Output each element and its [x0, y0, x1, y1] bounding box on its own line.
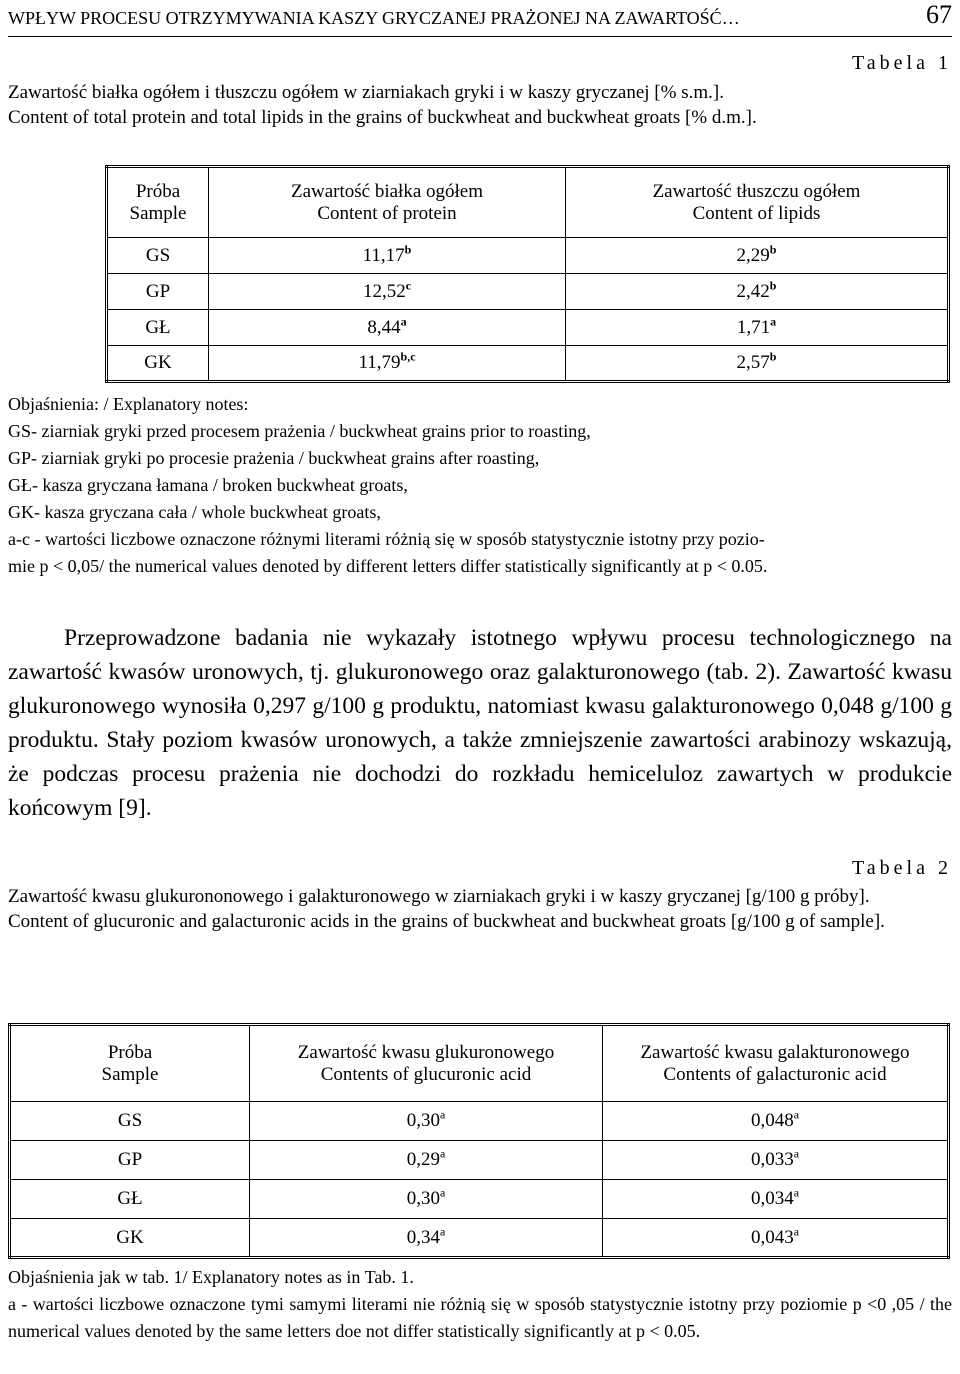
protein-cell: 11,17$^b$ [209, 238, 566, 274]
sample-cell: GS [107, 238, 209, 274]
sample-cell: GP [107, 274, 209, 310]
protein-cell: 12,52$^c$ [209, 274, 566, 310]
table1 [105, 165, 950, 383]
table-row [10, 1180, 949, 1219]
sample-cell: GK [107, 346, 209, 382]
notes-line: Objaśnienia: / Explanatory notes: [8, 394, 249, 414]
galacturonic-cell: 0,033$^a$ [603, 1141, 949, 1180]
table1-header-cell: Zawartość tłuszczu ogółem Content of lipids [566, 167, 949, 238]
running-title: WPŁYW PROCESU OTRZYMYWANIA KASZY GRYCZANEJ PRAŻONEJ NA ZAWARTOŚĆ… [8, 8, 740, 28]
notes-line: GP- ziarniak gryki po procesie prażenia / buckwheat grains after roasting, [8, 448, 540, 468]
table1-header-cell: Próba Sample [107, 167, 209, 238]
notes-line: GŁ- kasza gryczana łamana / broken buckwheat groats, [8, 475, 408, 495]
table2-header-cell: Zawartość kwasu glukuronowego Contents of glucuronic acid [250, 1025, 603, 1102]
galacturonic-cell: 0,034$^a$ [603, 1180, 949, 1219]
table1-caption-pl: Zawartość białka ogółem i tłuszczu ogółem w ziarniakach gryki i w kaszy gryczanej [% s.m.]. [8, 82, 724, 103]
body-paragraph-text: Przeprowadzone badania nie wykazały istotnego wpływu procesu technologicznego na zawartość kwasów uronowych, tj. glukuronowego oraz galakturonowego (tab. 2). Zawartość kwasu glukuronowego wynosiła 0,297 g/100 g produktu, natomiast kwasu galakturonowego 0,048 g/100 g produktu. Stały poziom kwasów uronowych, a także zmniejszenie zawartości arabinozy wskazują, że podczas procesu prażenia nie dochodzi do rozkładu hemiceluloz zawartych w produkcie końcowym [9]. [8, 625, 952, 821]
notes-line: a-c - wartości liczbowe oznaczone różnymi literami różnią się w sposób statystycznie istotny przy pozio- [8, 529, 765, 549]
table2-caption-en: Content of glucuronic and galacturonic acids in the grains of buckwheat and buckwheat groats [g/100 g of sample]. [8, 911, 885, 932]
table1-notes [8, 391, 952, 580]
table2-notes [8, 1264, 952, 1345]
table1-label: Tabela 1 [851, 52, 952, 74]
table-row [10, 1141, 949, 1180]
lipids-cell: 2,42$^b$ [566, 274, 949, 310]
notes-line: mie p < 0,05/ the numerical values denoted by different letters differ statistically significantly at p < 0.05. [8, 556, 768, 576]
table-row [10, 1219, 949, 1258]
sample-cell: GS [10, 1102, 250, 1141]
page-header [8, 0, 952, 37]
protein-cell: 11,79$^{b,c}$ [209, 346, 566, 382]
lipids-cell: 2,57$^b$ [566, 346, 949, 382]
protein-cell: 8,44$^a$ [209, 310, 566, 346]
notes-line: Objaśnienia jak w tab. 1/ Explanatory notes as in Tab. 1. [8, 1267, 414, 1287]
glucuronic-cell: 0,30$^a$ [250, 1102, 603, 1141]
notes-text: a - wartości liczbowe oznaczone tymi samymi literami nie różnią się w sposób statystycznie istotny przy poziomie p <0 ,05 / the numerical values denoted by the same letters doe not differ statistically significantly at p < 0.05. [8, 1294, 952, 1341]
table2-caption-pl: Zawartość kwasu glukurononowego i galakturonowego w ziarniakach gryki i w kaszy gryczanej [g/100 g próby]. [8, 886, 870, 907]
table-row [10, 1102, 949, 1141]
table2-header-cell: Zawartość kwasu galakturonowego Contents of galacturonic acid [603, 1025, 949, 1102]
table1-caption [8, 80, 952, 130]
table-row [107, 346, 949, 382]
galacturonic-cell: 0,043$^a$ [603, 1219, 949, 1258]
sample-cell: GŁ [107, 310, 209, 346]
table2-header-row [10, 1025, 949, 1102]
notes-line: GS- ziarniak gryki przed procesem prażenia / buckwheat grains prior to roasting, [8, 421, 591, 441]
table2-label: Tabela 2 [851, 857, 952, 879]
glucuronic-cell: 0,34$^a$ [250, 1219, 603, 1258]
galacturonic-cell: 0,048$^a$ [603, 1102, 949, 1141]
table2 [8, 1023, 950, 1259]
table1-header-row [107, 167, 949, 238]
sample-cell: GŁ [10, 1180, 250, 1219]
table1-header-cell: Zawartość białka ogółem Content of protein [209, 167, 566, 238]
table-row [107, 238, 949, 274]
body-paragraph [8, 621, 952, 825]
table-row [107, 310, 949, 346]
notes-line: GK- kasza gryczana cała / whole buckwheat groats, [8, 502, 381, 522]
lipids-cell: 1,71$^a$ [566, 310, 949, 346]
table-row [107, 274, 949, 310]
glucuronic-cell: 0,30$^a$ [250, 1180, 603, 1219]
table2-caption [8, 884, 952, 934]
page-number: 67 [926, 0, 952, 29]
lipids-cell: 2,29$^b$ [566, 238, 949, 274]
sample-cell: GK [10, 1219, 250, 1258]
sample-cell: GP [10, 1141, 250, 1180]
table1-caption-en: Content of total protein and total lipids in the grains of buckwheat and buckwheat groats [% d.m.]. [8, 107, 757, 128]
table2-header-cell: Próba Sample [10, 1025, 250, 1102]
glucuronic-cell: 0,29$^a$ [250, 1141, 603, 1180]
